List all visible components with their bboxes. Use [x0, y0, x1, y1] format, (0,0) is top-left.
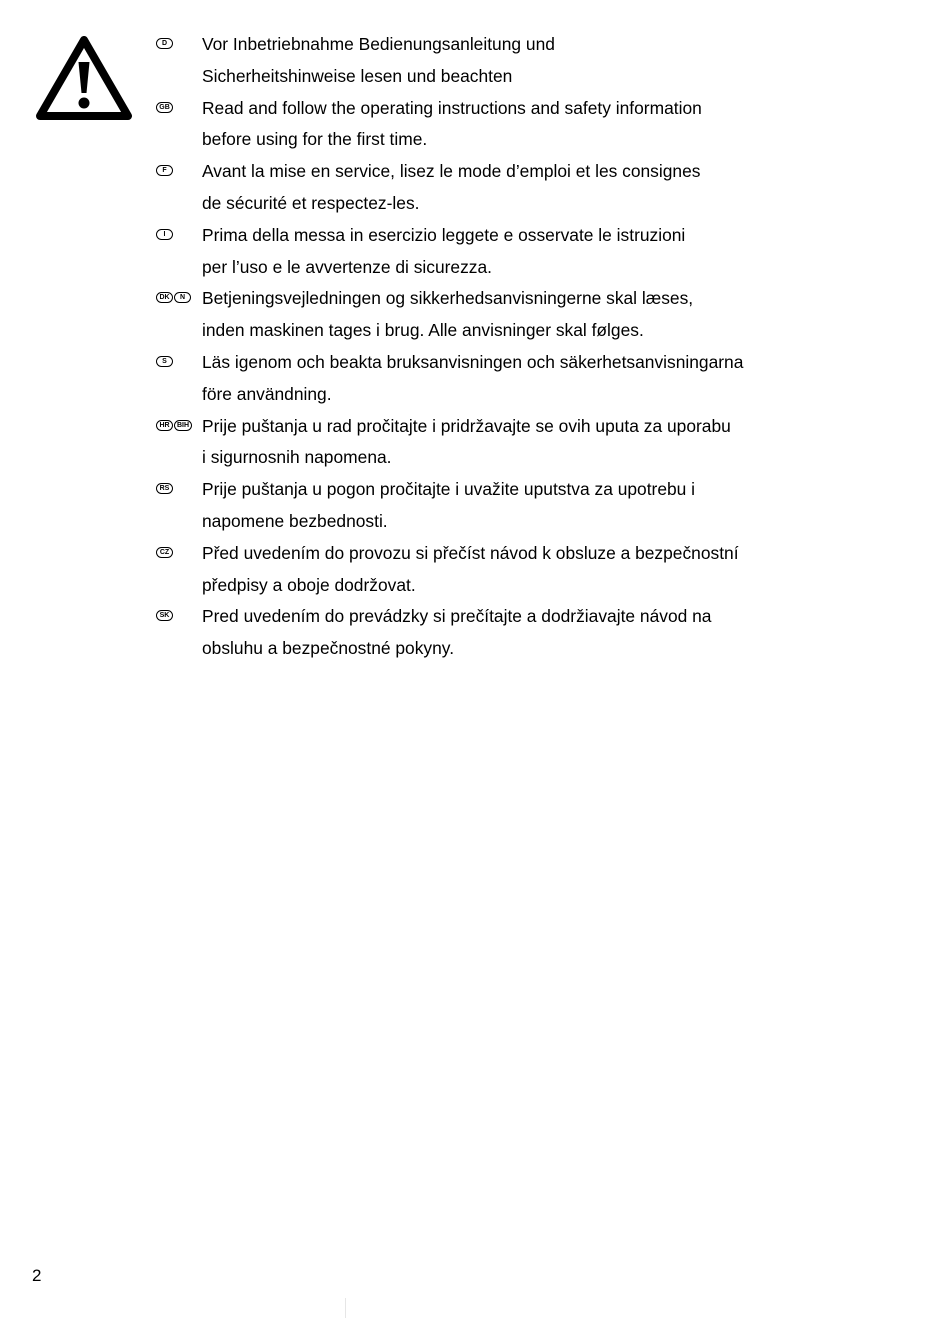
language-entry [156, 474, 876, 538]
language-entry [156, 93, 876, 157]
country-code-badge: SK [156, 610, 173, 621]
country-code-badge: D [156, 38, 173, 49]
language-entry [156, 156, 876, 220]
country-code-badge: HR [156, 420, 173, 431]
country-code-badge: I [156, 229, 173, 240]
country-code-badge: S [156, 356, 173, 367]
language-badges [156, 601, 202, 621]
language-entry [156, 538, 876, 602]
language-badges [156, 347, 202, 367]
safety-instruction-text: Läs igenom och beakta bruksanvisningen och säkerhetsanvisningarna före användning. [202, 351, 744, 404]
language-entry [156, 283, 876, 347]
country-code-badge: GB [156, 102, 173, 113]
language-badges [156, 93, 202, 113]
language-badges [156, 156, 202, 176]
language-entry [156, 29, 876, 93]
language-entry [156, 220, 876, 284]
country-code-badge: N [174, 292, 191, 303]
safety-instruction-text: Read and follow the operating instructions and safety information before using for the first time. [202, 97, 702, 150]
language-entry [156, 411, 876, 475]
language-badges [156, 283, 202, 303]
safety-instruction-text: Prije puštanja u pogon pročitajte i uvažite uputstva za upotrebu i napomene bezbednosti. [202, 479, 696, 531]
warning-triangle-icon [36, 36, 132, 120]
page-number: 2 [32, 1266, 42, 1285]
language-badges [156, 220, 202, 240]
safety-instruction-text: Pred uvedením do prevádzky si prečítajte a dodržiavajte návod na obsluhu a bezpečnostné pokyny. [202, 606, 712, 659]
country-code-badge: CZ [156, 547, 173, 558]
safety-instruction-text: Betjeningsvejledningen og sikkerhedsanvisningerne skal læses, inden maskinen tages i brug. Alle anvisninger skal følges. [202, 288, 694, 341]
safety-instruction-text: Prima della messa in esercizio leggete e osservate le istruzioni per l’uso e le avvertenze di sicurezza. [202, 224, 686, 277]
language-entry [156, 601, 876, 665]
safety-instruction-text: Vor Inbetriebnahme Bedienungsanleitung und Sicherheitshinweise lesen und beachten [202, 34, 555, 86]
language-badges [156, 538, 202, 558]
safety-instruction-text: Prije puštanja u rad pročitajte i pridržavajte se ovih uputa za uporabu i sigurnosnih napomena. [202, 415, 731, 468]
country-code-badge: BIH [174, 420, 192, 431]
country-code-badge: F [156, 165, 173, 176]
country-code-badge: RS [156, 483, 173, 494]
safety-instruction-text: Před uvedením do provozu si přečíst návod k obsluze a bezpečnostní předpisy a oboje dodržovat. [202, 542, 739, 595]
scan-mark [345, 1298, 346, 1318]
language-badges [156, 474, 202, 494]
country-code-badge: DK [156, 292, 173, 303]
language-badges [156, 411, 202, 431]
safety-instruction-text: Avant la mise en service, lisez le mode d’emploi et les consignes de sécurité et respectez-les. [202, 161, 701, 213]
safety-notice-list [156, 29, 876, 665]
language-badges [156, 29, 202, 49]
language-entry [156, 347, 876, 411]
